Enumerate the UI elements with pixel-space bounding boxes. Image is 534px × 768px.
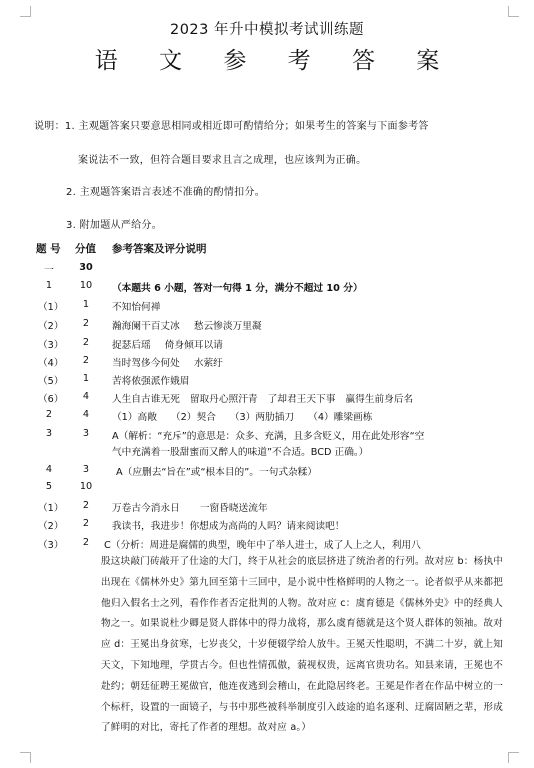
table-row (0, 518, 534, 536)
page-corner-mark (508, 6, 519, 17)
answer-text (112, 337, 223, 351)
answer-text: 气中充满着一股甜蜜而又醉人的味道”不合适。BCD 正确。） (112, 447, 369, 458)
score-value: 2 (82, 537, 90, 548)
instruction-line-1: 说明：1. 主观题答案只要意思相同或相近即可酌情给分；如果考生的答案与下面参考答 (34, 121, 429, 132)
column-header-answer: 参考答案及评分说明 (112, 243, 207, 255)
question-number: （1） (38, 503, 64, 514)
score-value: 2 (82, 500, 90, 511)
answer-part: 万卷古今消永日 (112, 503, 180, 514)
table-row (0, 409, 534, 427)
question-number: （4） (38, 358, 64, 369)
table-row (0, 391, 534, 409)
page-corner-mark (20, 6, 31, 17)
question-number: （1） (38, 302, 64, 313)
question-number: 一 (44, 265, 54, 276)
question-number: 3 (45, 428, 53, 439)
answer-part: 倚身倾耳以请 (164, 340, 223, 351)
answer-part: 一窗昏晓送流年 (199, 503, 268, 514)
answer-text (112, 391, 413, 405)
answer-part: （3）两肋插刀 (229, 412, 295, 423)
table-row (0, 337, 534, 355)
table-row (0, 464, 534, 482)
question-number: 5 (45, 481, 53, 492)
score-value: 30 (79, 262, 93, 273)
answer-text: 苦将侬强派作娥眉 (112, 376, 190, 387)
answer-part: （1）高敞 (112, 412, 157, 423)
instruction-line-4: 3. 附加题从严给分。 (66, 220, 163, 231)
answer-text (112, 500, 268, 514)
question-number: （3） (38, 340, 64, 351)
score-value: 2 (82, 355, 90, 366)
page-corner-mark (508, 752, 519, 763)
page-corner-mark (20, 752, 31, 763)
score-value: 4 (82, 391, 90, 402)
answer-text: A（解析：“充斥”的意思是：众多、充满，且多含贬义，用在此处形容“空 (112, 431, 425, 442)
score-value: 2 (82, 337, 90, 348)
instruction-line-3: 2. 主观题答案语言表述不准确的酌情扣分。 (66, 187, 266, 198)
answer-part: 赢得生前身后名 (345, 394, 414, 405)
score-value: 2 (82, 518, 90, 529)
answer-part: 瀚海阑干百丈冰 (112, 321, 180, 332)
table-row-continuation (0, 444, 534, 462)
score-value: 4 (82, 409, 90, 420)
table-row (0, 373, 534, 391)
answer-part: （4）雕梁画栋 (308, 412, 373, 423)
answer-text: C（分析：周进是腐儒的典型，晚年中了举人进士，成了人上之人，利用八 (104, 540, 421, 551)
document-title: 2023 年升中模拟考试训练题 (169, 22, 364, 38)
answer-text: A（应删去“旨在”或“根本目的”。一句式杂糅） (116, 467, 318, 478)
table-row (0, 318, 534, 336)
answer-text (112, 355, 223, 369)
answer-part: 愁云惨淡万里凝 (193, 321, 262, 332)
question-number: 1 (45, 280, 53, 291)
answer-part: 水萦纡 (193, 358, 223, 369)
score-value: 10 (79, 280, 93, 291)
score-value: 2 (82, 318, 90, 329)
question-number: （2） (38, 321, 64, 332)
score-value: 10 (79, 481, 93, 492)
answer-part: （2）契合 (170, 412, 216, 423)
question-number: （2） (38, 521, 64, 532)
answer-part: 留取丹心照汗青 (189, 394, 258, 405)
column-header-no: 题 号 (36, 243, 61, 255)
score-value: 1 (82, 299, 90, 310)
question-number: 2 (45, 409, 53, 420)
answer-part: 人生自古谁无死 (112, 394, 180, 405)
score-value: 1 (82, 373, 90, 384)
question-number: （3） (38, 540, 64, 551)
analysis-paragraph: 股这块敲门砖敲开了仕途的大门，终于从社会的底层挤进了统治者的行列。故对应 b：杨执中出现在《儒林外史》第九回至第十三回中，是小说中性格鲜明的人物之一。论者似乎从来都把他归入假名士之列，看作作者否定批判的人物。故对应 c：虞育德是《儒林外史》中的经典人物之一。如果说杜少卿是贤人群体中的得力战将，那么虞育德就是这个贤人群体的领袖。故对应 d：王冕出身贫寒，七岁丧父，十岁便辍学给人放牛。王冕天性聪明，不满二十岁，就上知天文，下知地理，学贯古今。但也性情孤傲，藐视权贵，远离官贵功名。知县来请，王冕也不赴约；朝廷征聘王冕做官，他连夜逃到会稽山，在此隐居终老。王冕是作者在作品中树立的一个标杆，设置的一面镜子，与书中那些被科举制度引入歧途的追名逐利、迂腐固陋之辈，形成了鲜明的对比，寄托了作者的理想。故对应 a。） (101, 556, 503, 734)
question-number: （6） (38, 394, 64, 405)
score-value: 3 (82, 428, 90, 439)
answer-part: 了却君王天下事 (267, 394, 336, 405)
table-row (0, 299, 534, 317)
table-row (0, 280, 534, 298)
document-subtitle: 语 文 参 考 答 案 (94, 48, 457, 74)
answer-text (112, 318, 262, 332)
table-row (0, 355, 534, 373)
answer-text: （本题共 6 小题，答对一句得 1 分，满分不超过 10 分） (112, 283, 363, 294)
answer-text (112, 409, 372, 423)
table-row (0, 262, 534, 280)
score-value: 3 (82, 464, 90, 475)
answer-part: 当时驾侈今何处 (112, 358, 180, 369)
instruction-line-2: 案说法不一致，但符合题目要求且言之成理，也应该判为正确。 (78, 155, 367, 166)
question-number: （5） (38, 376, 64, 387)
answer-text: 我读书，我进步！你想成为高尚的人吗？请来阅读吧！ (112, 521, 345, 532)
table-row (0, 481, 534, 499)
question-number: 4 (45, 464, 53, 475)
table-row (0, 500, 534, 518)
column-header-score: 分值 (75, 243, 96, 255)
answer-part: 捉瑟后瑶 (112, 340, 151, 351)
answer-text: 不知怡何禅 (112, 302, 161, 313)
